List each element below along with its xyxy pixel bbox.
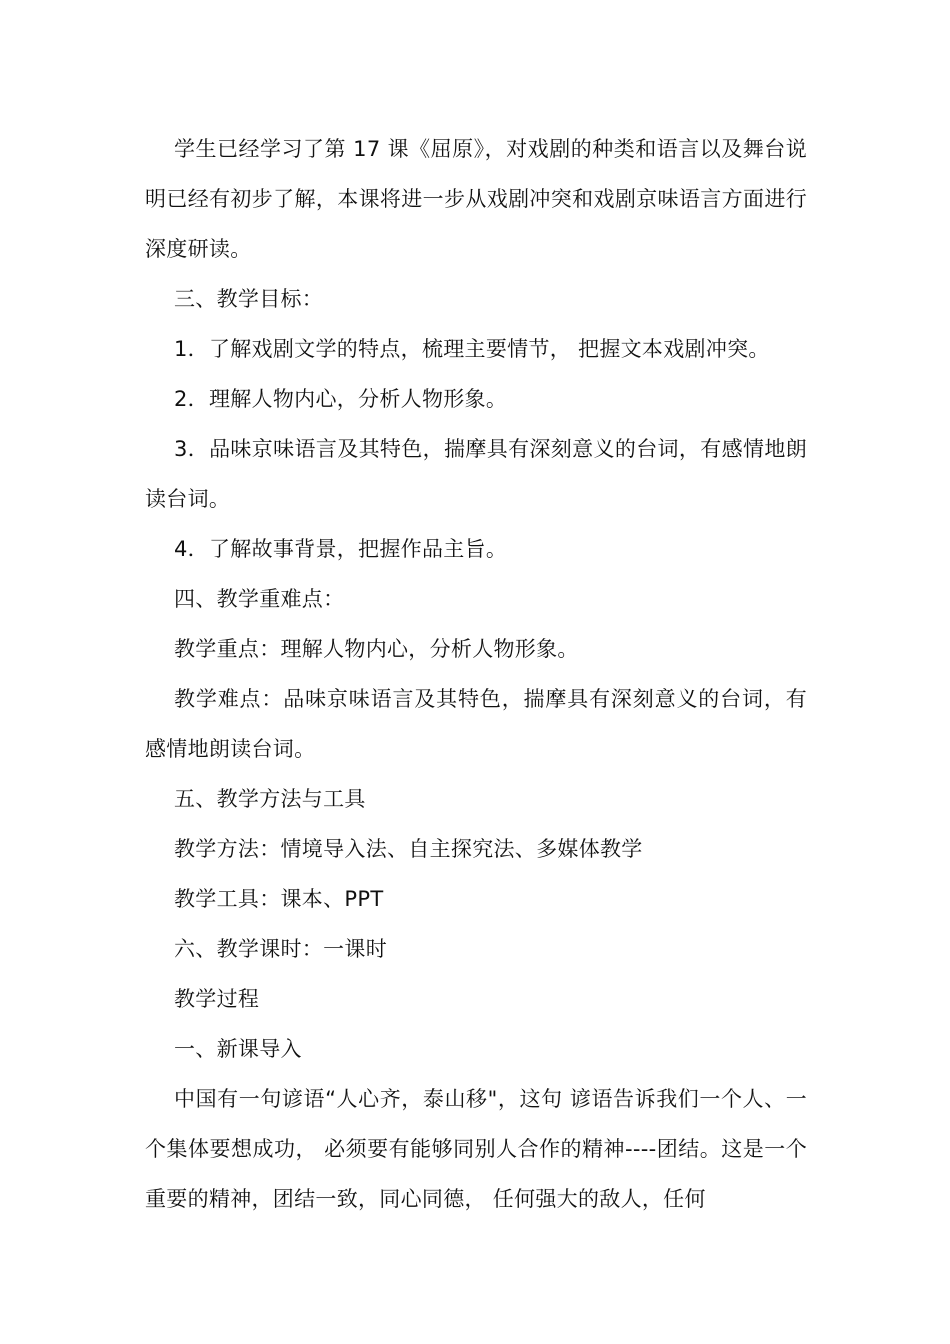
heading-new-lesson-intro: 一、新课导入 bbox=[174, 1037, 302, 1061]
objective-item-3: 3．品味京味语言及其特色，揣摩具有深刻意义的台词，有感情地朗读台词。 bbox=[145, 437, 807, 511]
document-body bbox=[145, 124, 807, 1224]
heading-teaching-objectives: 三、教学目标： bbox=[174, 287, 324, 311]
objective-item-2: 2．理解人物内心，分析人物形象。 bbox=[174, 387, 508, 411]
heading-teaching-process: 教学过程 bbox=[174, 987, 260, 1011]
paragraph-intro: 学生已经学习了第 17 课《屈原》，对戏剧的种类和语言以及舞台说明已经有初步了解，本课将进一步从戏剧冲突和戏剧京味语言方面进行深度研读。 bbox=[145, 137, 807, 261]
paragraph-proverb: 中国有一句谚语“人心齐，泰山移"，这句 谚语告诉我们一个人、一个集体要想成功， 必须要有能够同别人合作的精神----团结。这是一个重要的精神，团结一致，同心同德， 任何强大的敌人，任何 bbox=[145, 1087, 807, 1211]
objective-item-1: 1．了解戏剧文学的特点，梳理主要情节， 把握文本戏剧冲突。 bbox=[174, 337, 770, 361]
key-point-text: 教学重点：理解人物内心，分析人物形象。 bbox=[174, 637, 579, 661]
objective-item-4: 4．了解故事背景，把握作品主旨。 bbox=[174, 537, 508, 561]
teaching-methods-text: 教学方法：情境导入法、自主探究法、多媒体教学 bbox=[174, 837, 643, 861]
difficult-point-text: 教学难点：品味京味语言及其特色，揣摩具有深刻意义的台词，有感情地朗读台词。 bbox=[145, 687, 807, 761]
teaching-tools-text: 教学工具：课本、PPT bbox=[174, 887, 384, 911]
heading-class-hours: 六、教学课时：一课时 bbox=[174, 937, 387, 961]
heading-methods-tools: 五、教学方法与工具 bbox=[174, 787, 366, 811]
heading-key-difficult-points: 四、教学重难点： bbox=[174, 587, 345, 611]
